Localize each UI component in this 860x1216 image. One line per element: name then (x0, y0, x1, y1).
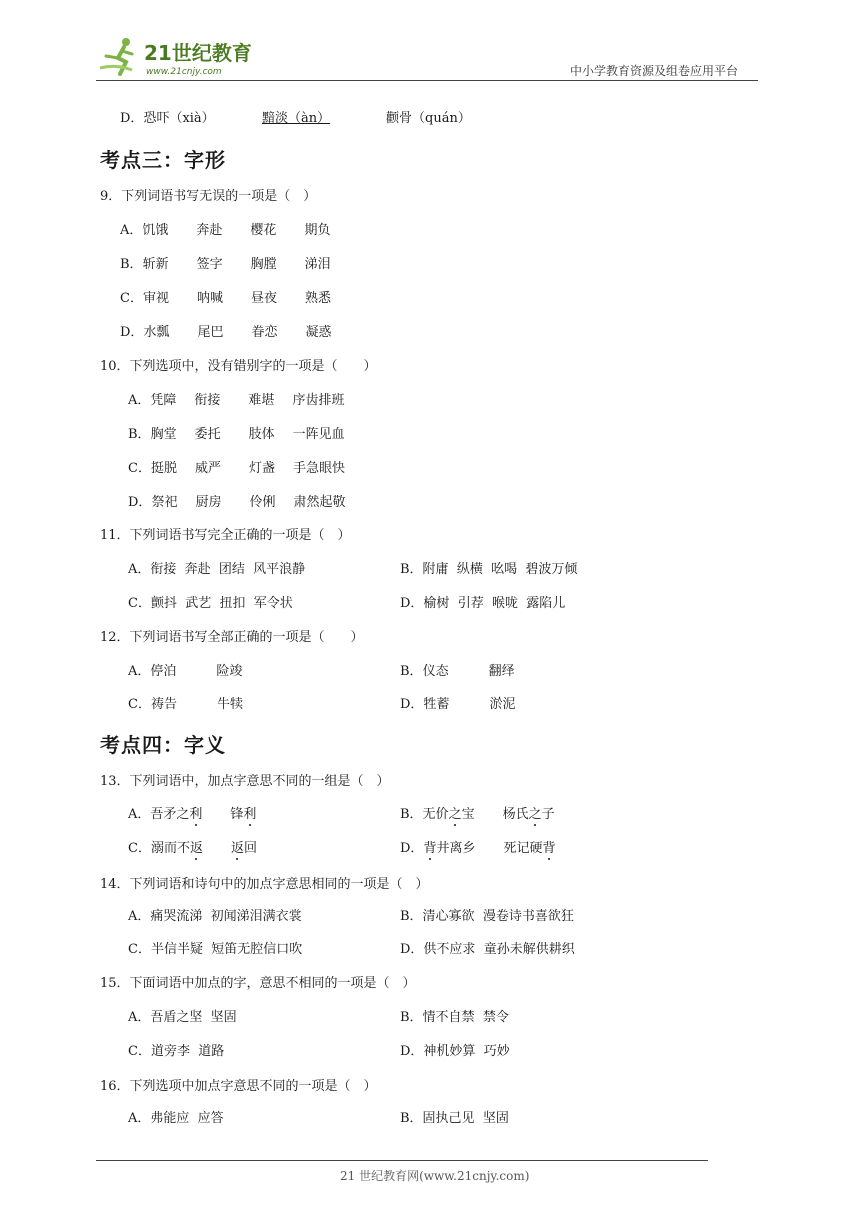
question-11-option-b: B．附庸 纵横 吆喝 碧波万倾 (400, 562, 578, 577)
site-logo (96, 36, 256, 78)
question-9-stem: 9．下列词语书写无误的一项是（ ） (100, 189, 317, 204)
question-13-option-a: A．吾矛之利 锋利 (128, 803, 256, 822)
footer-text: 21 世纪教育网(www.21cnjy.com) (340, 1169, 530, 1183)
question-11-option-c: C．颤抖 武艺 扭扣 军令状 (128, 596, 293, 611)
question-12-option-a: A．停泊 险竣 (128, 664, 243, 679)
question-10-option-c: C．挺脱 威严 灯盏 手急眼快 (128, 461, 346, 476)
question-11-option-a: A．衔接 奔赴 团结 风平浪静 (128, 562, 306, 577)
question-16-option-b: B．固执己见 坚固 (400, 1111, 509, 1126)
question-12-option-b: B．仪态 翻绎 (400, 664, 515, 679)
question-14-option-a: A．痛哭流涕 初闻涕泪满衣裳 (128, 909, 302, 924)
question-11-option-d: D．榆树 引荐 喉咙 露陷儿 (400, 596, 566, 611)
option-word-3: 颧骨（quán） (386, 111, 471, 126)
prev-question-option-d (120, 107, 215, 126)
question-12-stem: 12．下列词语书写全部正确的一项是（ ） (100, 630, 364, 645)
question-12-option-c: C．祷告 牛犊 (128, 697, 243, 712)
section-heading-word-meaning: 考点四：字义 (100, 733, 226, 757)
logo-text: 21世纪教育 (144, 41, 252, 65)
question-14-option-d: D．供不应求 童孙未解供耕织 (400, 942, 575, 957)
question-9-option-c: C．审视 呐喊 昼夜 熟悉 (120, 291, 332, 306)
question-13-option-b: B．无价之宝 杨氏之子 (400, 803, 555, 822)
question-9-option-d: D．水瓢 尾巴 眷恋 凝惑 (120, 325, 332, 340)
question-10-option-b: B．胸堂 委托 肢体 一阵见血 (128, 427, 345, 442)
question-9-option-a: A．饥饿 奔赴 樱花 期负 (120, 223, 331, 238)
question-13-stem: 13．下列词语中，加点字意思不同的一组是（ ） (100, 774, 390, 789)
question-11-stem: 11．下列词语书写完全正确的一项是（ ） (100, 528, 351, 543)
runner-icon (100, 38, 132, 74)
question-12-option-d: D．牲蓄 淤泥 (400, 697, 516, 712)
question-15-option-b: B．情不自禁 禁令 (400, 1010, 509, 1025)
section-heading-glyph-form: 考点三：字形 (100, 148, 226, 172)
question-16-stem: 16．下列选项中加点字意思不同的一项是（ ） (100, 1079, 377, 1094)
platform-title: 中小学教育资源及组卷应用平台 (570, 64, 739, 78)
question-13-option-d: D．背井离乡 死记硬背 (400, 837, 556, 856)
option-word-1: 恐吓（xià） (143, 111, 215, 126)
question-13-option-c: C．溺而不返 返回 (128, 837, 257, 856)
question-15-option-d: D．神机妙算 巧妙 (400, 1044, 510, 1059)
question-15-option-a: A．吾盾之坚 坚固 (128, 1010, 237, 1025)
option-word-2: 黯淡（àn） (262, 111, 331, 126)
question-16-option-a: A．弗能应 应答 (128, 1111, 224, 1126)
question-15-stem: 15．下面词语中加点的字，意思不相同的一项是（ ） (100, 976, 416, 991)
option-label: D． (120, 111, 144, 126)
question-15-option-c: C．道旁李 道路 (128, 1044, 225, 1059)
question-14-option-c: C．半信半疑 短笛无腔信口吹 (128, 942, 303, 957)
question-10-stem: 10．下列选项中，没有错别字的一项是（ ） (100, 359, 377, 374)
question-10-option-d: D．祭祀 厨房 伶俐 肃然起敬 (128, 495, 346, 510)
question-9-option-b: B．斩新 签字 胸膛 涕泪 (120, 257, 331, 272)
question-14-stem: 14．下列词语和诗句中的加点字意思相同的一项是（ ） (100, 877, 429, 892)
question-14-option-b: B．清心寡欲 漫卷诗书喜欲狂 (400, 909, 574, 924)
question-10-option-a: A．凭障 衔接 难堪 序齿排班 (128, 393, 345, 408)
logo-url: www.21cnjy.com (146, 67, 222, 77)
header-divider (96, 80, 758, 81)
footer-divider (96, 1160, 708, 1161)
